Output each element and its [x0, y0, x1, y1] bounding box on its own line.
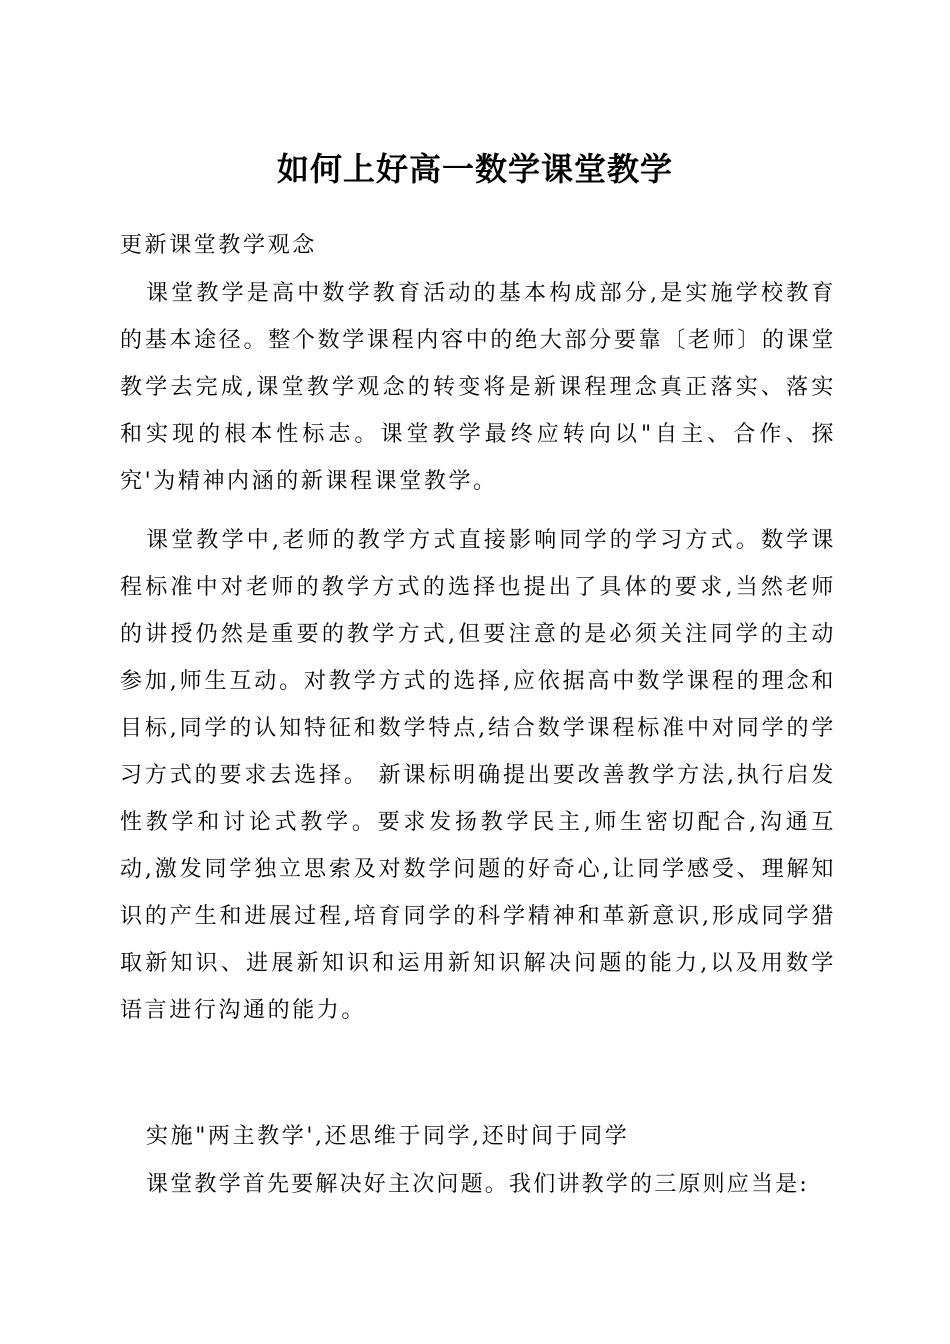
section-heading-two-subjects: 实施"两主教学',还思维于同学,还时间于同学	[146, 1124, 630, 1149]
paragraph-teaching-methods: 课堂教学中,老师的教学方式直接影响同学的学习方式。数学课程标准中对老师的教学方式的选择也提出了具体的要求,当然老师的讲授仍然是重要的教学方式,但要注意的是必须关注同学的主动参加,师生互动。对教学方式的选择,应依据高中数学课程的理念和目标,同学的认知特征和数学特点,结合数学课程标准中对同学的学习方式的要求去选择。 新课标明确提出要改善教学方法,执行启发性教学和讨论式教学。要求发扬教学民主,师生密切配合,沟通互动,激发同学独立思索及对数学问题的好奇心,让同学感受、理解知识的产生和进展过程,培育同学的科学精神和革新意识,形成同学猎取新知识、进展新知识和运用新知识解决问题的能力,以及用数学语言进行沟通的能力。	[120, 528, 836, 1023]
section-heading-update-concept: 更新课堂教学观念	[120, 233, 317, 258]
paragraph-primary-secondary: 课堂教学首先要解决好主次问题。我们讲教学的三原则应当是:	[146, 1172, 810, 1197]
page-title: 如何上好高一数学课堂教学	[276, 150, 673, 188]
paragraph-classroom-teaching: 课堂教学是高中数学教育活动的基本构成部分,是实施学校教育的基本途径。整个数学课程内容中的绝大部分要靠〔老师〕的课堂教学去完成,课堂教学观念的转变将是新课程理念真正落实、落实和实现的根本性标志。课堂教学最终应转向以"自主、合作、探究'为精神内涵的新课程课堂教学。	[120, 281, 836, 494]
